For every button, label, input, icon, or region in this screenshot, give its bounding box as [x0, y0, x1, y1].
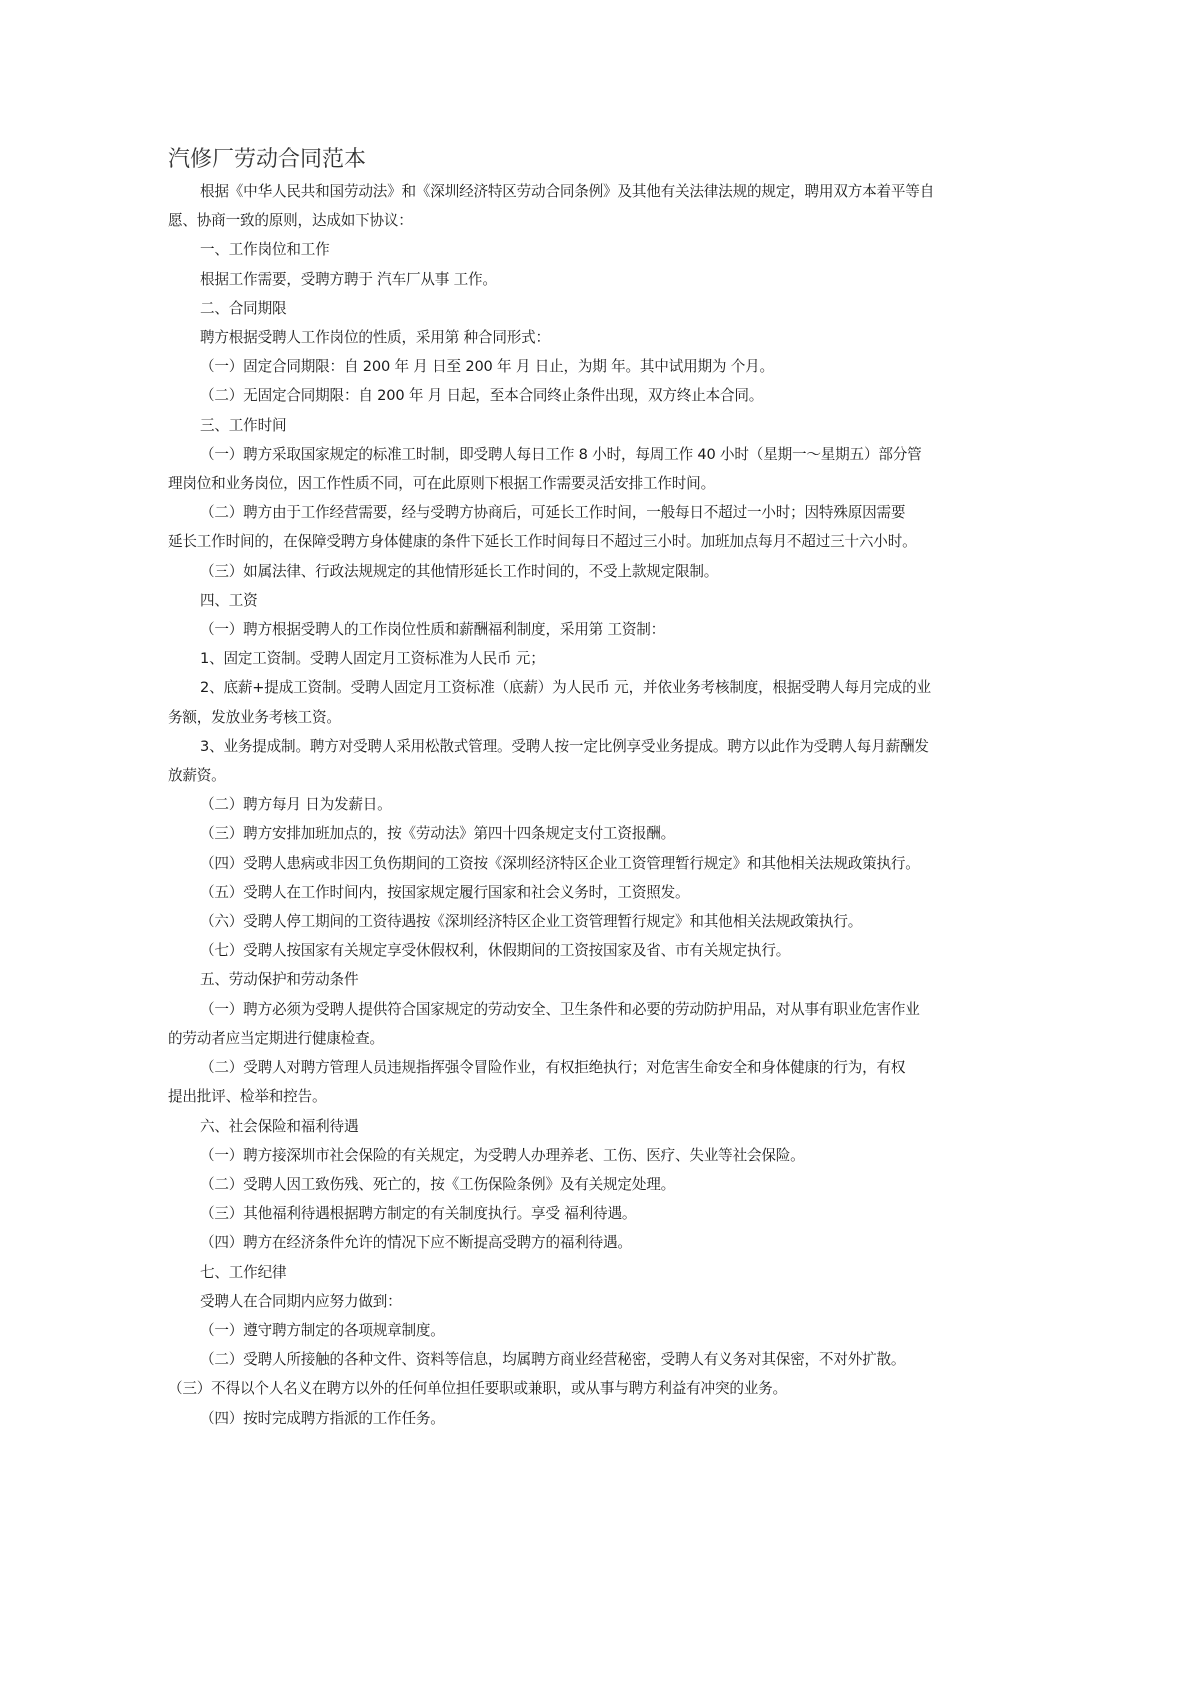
paragraph-line: （六）受聘人停工期间的工资待遇按《深圳经济特区企业工资管理暂行规定》和其他相关法规政策执行。 — [200, 913, 863, 931]
document-page — [168, 143, 946, 1433]
paragraph-line: 聘方根据受聘人工作岗位的性质，采用第 种合同形式： — [200, 329, 550, 347]
paragraph-line: 1、固定工资制。受聘人固定月工资标准为人民币 元； — [200, 650, 545, 668]
paragraph-line: （三）不得以个人名义在聘方以外的任何单位担任要职或兼职，或从事与聘方利益有冲突的业务。 — [168, 1380, 787, 1398]
paragraph-line: 七、工作纪律 — [200, 1263, 287, 1281]
paragraph-line: （三）其他福利待遇根据聘方制定的有关制度执行。享受 福利待遇。 — [200, 1205, 637, 1223]
paragraph-line: （七）受聘人按国家有关规定享受休假权利，休假期间的工资按国家及省、市有关规定执行。 — [200, 942, 791, 960]
paragraph-line: 务额，发放业务考核工资。 — [168, 708, 341, 726]
paragraph-line: 放薪资。 — [168, 767, 226, 785]
paragraph-line: （三）如属法律、行政法规规定的其他情形延长工作时间的，不受上款规定限制。 — [200, 562, 719, 580]
paragraph-line: （二）受聘人因工致伤残、死亡的，按《工伤保险条例》及有关规定处理。 — [200, 1175, 675, 1193]
paragraph-line: 的劳动者应当定期进行健康检查。 — [168, 1029, 384, 1047]
paragraph-line: （一）固定合同期限：自 200 年 月 日至 200 年 月 日止，为期 年。其中试用期为 个月。 — [200, 358, 774, 376]
paragraph-line: （二）受聘人所接触的各种文件、资料等信息，均属聘方商业经营秘密，受聘人有义务对其保密，不对外扩散。 — [200, 1351, 906, 1369]
paragraph-line: （一）聘方根据受聘人的工作岗位性质和薪酬福利制度，采用第 工资制： — [200, 621, 666, 639]
document-body — [168, 177, 946, 1433]
paragraph-line: 2、底薪+提成工资制。受聘人固定月工资标准（底薪）为人民币 元，并依业务考核制度，根据受聘人每月完成的业 — [200, 679, 931, 697]
paragraph-line: （四）按时完成聘方指派的工作任务。 — [200, 1409, 445, 1427]
paragraph-line: 五、劳动保护和劳动条件 — [200, 971, 359, 989]
paragraph-line: 根据工作需要，受聘方聘于 汽车厂从事 工作。 — [200, 270, 497, 288]
paragraph-line: 延长工作时间的，在保障受聘方身体健康的条件下延长工作时间每日不超过三小时。加班加点每月不超过三十六小时。 — [168, 533, 917, 551]
paragraph-line: （二）聘方每月 日为发薪日。 — [200, 796, 392, 814]
paragraph-line: 愿、协商一致的原则，达成如下协议： — [168, 212, 413, 230]
paragraph-line: 四、工资 — [200, 591, 258, 609]
paragraph-line: （五）受聘人在工作时间内，按国家规定履行国家和社会义务时，工资照发。 — [200, 883, 690, 901]
paragraph-line: 六、社会保险和福利待遇 — [200, 1117, 359, 1135]
paragraph-line: 3、业务提成制。聘方对受聘人采用松散式管理。受聘人按一定比例享受业务提成。聘方以此作为受聘人每月薪酬发 — [200, 737, 929, 755]
paragraph-line: （一）聘方采取国家规定的标准工时制，即受聘人每日工作 8 小时，每周工作 40 小时（星期一～星期五）部分管 — [200, 445, 922, 463]
paragraph-line: （一）聘方接深圳市社会保险的有关规定，为受聘人办理养老、工伤、医疗、失业等社会保险。 — [200, 1146, 805, 1164]
paragraph-line: （三）聘方安排加班加点的，按《劳动法》第四十四条规定支付工资报酬。 — [200, 825, 675, 843]
paragraph-line: 根据《中华人民共和国劳动法》和《深圳经济特区劳动合同条例》及其他有关法律法规的规定，聘用双方本着平等自 — [200, 183, 935, 200]
paragraph-line: （二）无固定合同期限：自 200 年 月 日起，至本合同终止条件出现，双方终止本合同。 — [200, 387, 764, 405]
paragraph-line: （二）受聘人对聘方管理人员违规指挥强令冒险作业，有权拒绝执行；对危害生命安全和身体健康的行为，有权 — [200, 1059, 906, 1077]
paragraph-line: 三、工作时间 — [200, 416, 287, 434]
paragraph-line: 二、合同期限 — [200, 299, 287, 317]
paragraph-line: 受聘人在合同期内应努力做到： — [200, 1292, 402, 1310]
document-title: 汽修厂劳动合同范本 — [168, 147, 367, 172]
paragraph-line: （四）受聘人患病或非因工负伤期间的工资按《深圳经济特区企业工资管理暂行规定》和其他相关法规政策执行。 — [200, 854, 920, 872]
paragraph-line: （一）遵守聘方制定的各项规章制度。 — [200, 1321, 445, 1339]
paragraph-line: 一、工作岗位和工作 — [200, 241, 330, 259]
paragraph-line: （四）聘方在经济条件允许的情况下应不断提高受聘方的福利待遇。 — [200, 1234, 632, 1252]
paragraph-line: 理岗位和业务岗位，因工作性质不同，可在此原则下根据工作需要灵活安排工作时间。 — [168, 475, 715, 493]
paragraph-line: （二）聘方由于工作经营需要，经与受聘方协商后，可延长工作时间，一般每日不超过一小时；因特殊原因需要 — [200, 504, 906, 522]
paragraph-line: （一）聘方必须为受聘人提供符合国家规定的劳动安全、卫生条件和必要的劳动防护用品，对从事有职业危害作业 — [200, 1000, 920, 1018]
paragraph-line: 提出批评、检举和控告。 — [168, 1088, 327, 1106]
